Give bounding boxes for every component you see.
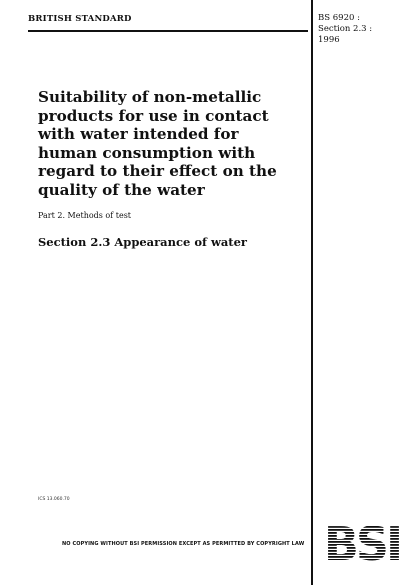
standard-reference-number: BS 6920 : bbox=[318, 13, 360, 23]
standard-reference bbox=[318, 13, 408, 46]
document-title bbox=[38, 88, 306, 200]
part-label: Part 2. Methods of test bbox=[38, 211, 132, 220]
ics-code: ICS 13.060.70 bbox=[38, 497, 70, 502]
title-line: regard to their effect on the bbox=[38, 162, 277, 181]
section-label: Section 2.3 Appearance of water bbox=[38, 235, 247, 249]
title-line: human consumption with bbox=[38, 143, 256, 162]
header-label: BRITISH STANDARD bbox=[28, 14, 132, 24]
header-rule bbox=[28, 30, 308, 32]
title-line: products for use in contact bbox=[38, 106, 269, 125]
title-line: Suitability of non-metallic bbox=[38, 88, 262, 106]
title-line: with water intended for bbox=[38, 125, 239, 144]
standard-reference-year: 1996 bbox=[318, 35, 340, 45]
title-line: quality of the water bbox=[38, 180, 205, 199]
copyright-notice: NO COPYING WITHOUT BSI PERMISSION EXCEPT AS PERMITTED BY COPYRIGHT LAW bbox=[62, 541, 305, 547]
standard-reference-section: Section 2.3 : bbox=[318, 24, 373, 34]
bsi-logo bbox=[318, 508, 406, 566]
vertical-rule bbox=[311, 0, 313, 585]
